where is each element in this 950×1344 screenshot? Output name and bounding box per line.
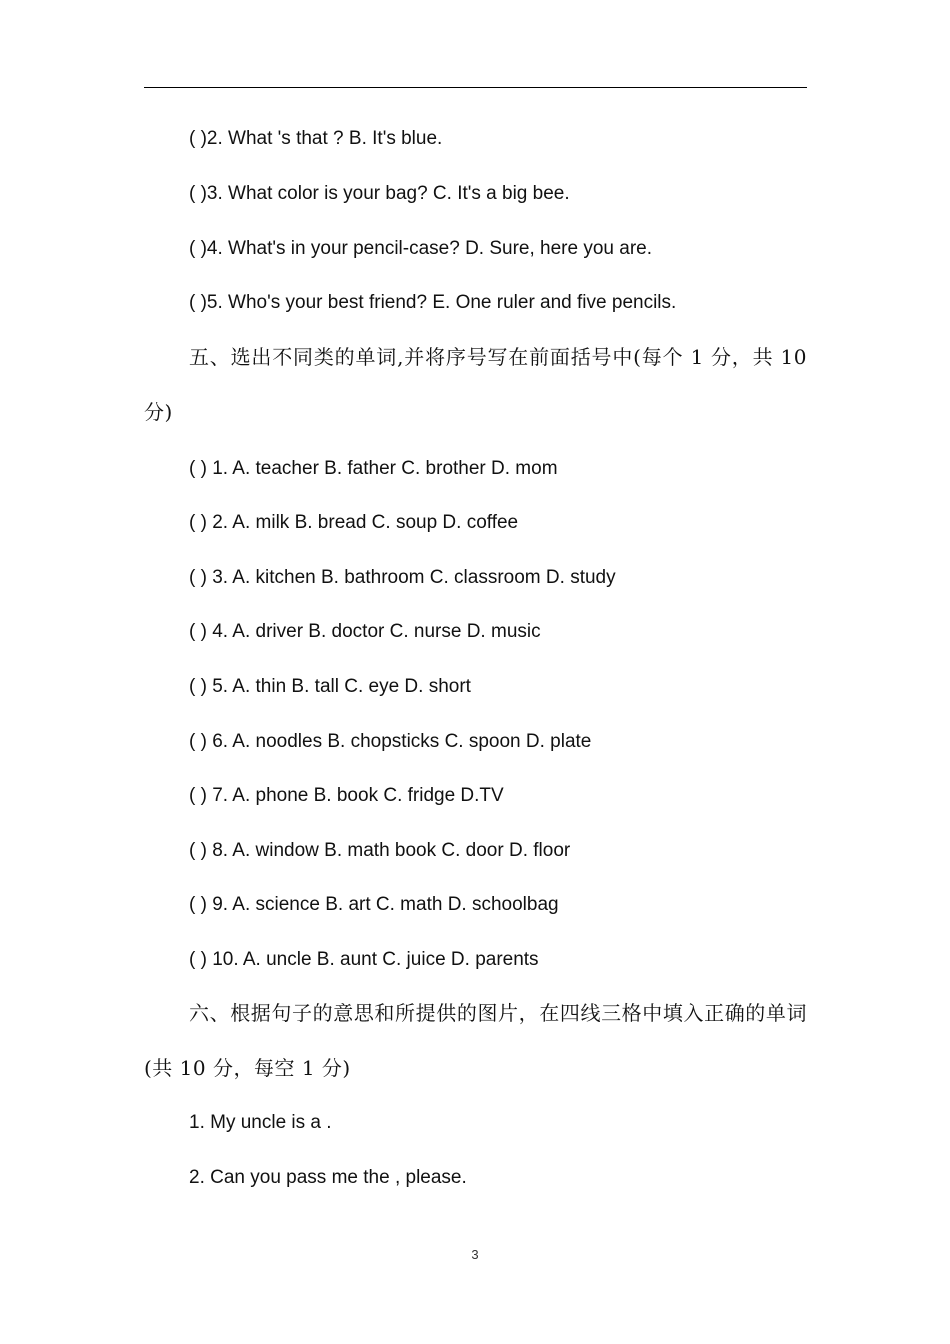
odd-one-out-item-1: ( ) 1. A. teacher B. father C. brother D. mom: [189, 458, 558, 479]
match-item-3: ( )3. What color is your bag? C. It's a big bee.: [189, 183, 570, 204]
section6-heading: 六、根据句子的意思和所提供的图片，在四线三格中填入正确的单词(共 10 分，每空 1 分): [144, 1001, 807, 1080]
odd-one-out-item-5: ( ) 5. A. thin B. tall C. eye D. short: [189, 676, 471, 697]
odd-one-out-item-4: ( ) 4. A. driver B. doctor C. nurse D. music: [189, 621, 541, 642]
fill-in-item-2: 2. Can you pass me the , please.: [189, 1167, 467, 1188]
odd-one-out-item-8: ( ) 8. A. window B. math book C. door D. floor: [189, 840, 571, 861]
odd-one-out-item-10: ( ) 10. A. uncle B. aunt C. juice D. parents: [189, 949, 539, 970]
odd-one-out-item-6: ( ) 6. A. noodles B. chopsticks C. spoon D. plate: [189, 731, 592, 752]
match-item-5: ( )5. Who's your best friend? E. One ruler and five pencils.: [189, 292, 677, 313]
fill-in-item-1: 1. My uncle is a .: [189, 1112, 332, 1133]
odd-one-out-item-2: ( ) 2. A. milk B. bread C. soup D. coffee: [189, 512, 519, 533]
odd-one-out-item-7: ( ) 7. A. phone B. book C. fridge D.TV: [189, 785, 504, 806]
odd-one-out-item-9: ( ) 9. A. science B. art C. math D. schoolbag: [189, 894, 559, 915]
header-rule: [144, 87, 807, 88]
odd-one-out-item-3: ( ) 3. A. kitchen B. bathroom C. classroom D. study: [189, 567, 616, 588]
section5-heading: 五、选出不同类的单词,并将序号写在前面括号中(每个 1 分，共 10 分): [144, 345, 807, 424]
page-number: 3: [471, 1247, 479, 1262]
match-item-2: ( )2. What 's that ? B. It's blue.: [189, 128, 443, 149]
match-item-4: ( )4. What's in your pencil-case? D. Sure, here you are.: [189, 238, 652, 259]
